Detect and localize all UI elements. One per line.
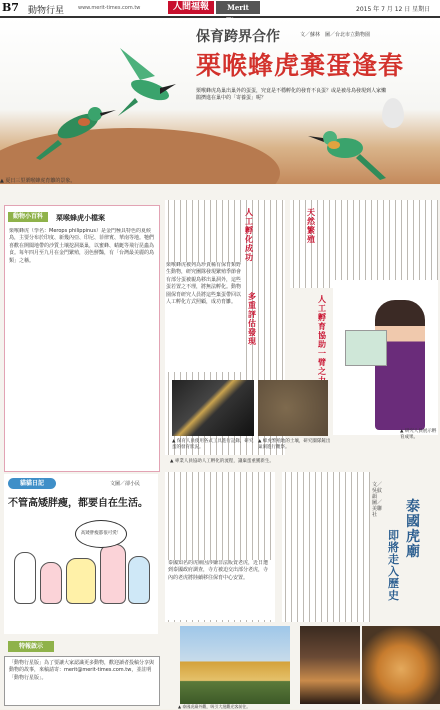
egg-illustration [382,98,404,128]
featured-title: 人工孵育協助一臂之 [318,295,326,376]
tiger-photo [362,626,440,704]
comic-author: 文圖／卻小民 [110,481,141,487]
tiger-byline: 文／吳紋韻 圖／美聯社 [372,482,383,518]
tiger-article-columns-right [282,472,370,622]
monk-photo [300,626,360,704]
tools-photo [172,380,254,436]
notice-box [4,656,160,706]
site-url: www.merit-times.com.tw [78,5,141,11]
temple-photo [180,626,290,704]
cat-1-icon [14,552,36,604]
article-byline: 文／蘇林 圖／台北市立動物園 [300,32,371,38]
notice-tag: 特報啟示 [8,641,54,652]
section-title: 動物行星 [28,6,65,16]
subheading-2: 多重評估發現 [248,292,256,346]
cat-5-icon [128,556,150,604]
ground-caption: ▲ 蜂虎繁殖地的土壤，研究團隊鏟出巢洞進行觀察。 [258,439,331,450]
cat-4-icon [100,544,126,604]
bird-right-icon [308,131,386,180]
article-headline: 栗喉蜂虎棄蛋逢春 [196,51,405,80]
sidebox-text: 栗喉蜂虎（學名：Merops philippinus）是金門極具特色的夏候鳥，主要分布於印度、新幾內亞、印尼、菲律賓、華南等地。牠們喜歡在開闊地帶的沙質土壤挖洞築巢，以蜜蜂、蜻蜓等飛行昆蟲為食。每年四月至九月在金門繁殖，羽色鮮豔，有「台灣最美麗的鳥類」之稱。 [9,228,155,264]
researcher-caption: ▲ 研究人員展示孵育成果。 [400,429,437,440]
issue-date: 2015 年 7 月 12 日 星期日 [356,6,431,13]
bird-left-icon [36,107,116,160]
staff-caption: ▲ 專業人員協助人工孵化的流程，讓棄蛋重獲新生。 [170,459,274,464]
tools-caption: ▲ 保育人員使用各式工具進行記錄，研究蛋的發育狀況。 [172,439,254,450]
hero-caption: ▲ 夏日三里栗喉蜂虎育雛的景象。 [0,178,76,184]
cat-3-icon [66,558,96,604]
article-lead: 栗喉蜂虎鳥巢出巢外的蛋蛋，究竟是不穩孵化的發育不良蛋？或是被母鳥發現到人家懶鵑擠進在巢中的「寄養蛋」呢？ [196,88,387,101]
tiger-headline: 泰國虎廟 [406,499,420,560]
comic-tag: 貓貓日記 [8,478,56,489]
subheading-1: 人工孵化成功 [245,208,253,262]
newspaper-logo-en: Merit [216,1,260,14]
sidebox-title: 栗喉蜂虎小檔案 [56,214,105,222]
speech-bubble: 高矮胖瘦都很可愛！ [75,520,127,548]
held-photo [345,330,387,366]
fact-sidebox [4,205,160,472]
temple-caption: ▲ 泰國虎廟外觀，吸引大批觀光客前往。 [178,704,251,709]
ground-photo [258,380,328,436]
article-body: 栗喉蜂虎被列為珍貴稀有保育類野生動物，研究團隊發現繁殖季節會有部分蛋被親鳥移出巢洞外，這些蛋若置之不理，將無法孵化。動物園保育研究人員將這些棄蛋帶回以人工孵化方式照顧，成功育雛。 [166,262,242,372]
subheading-3: 天然繁殖 [307,208,315,244]
newspaper-logo: 人間福報 [168,1,214,14]
sidebox-tag: 動物小百科 [8,212,48,222]
tiger-subheadline: 即將走入歷史 [388,529,399,602]
cat-2-icon [40,562,62,604]
tiger-article-body: 泰國知名的虎廟因涉嫌非法販賣老虎，近日遭到泰國政府調查，寺方被迫交出部分老虎，寺內的老虎將陸續移往保育中心安置。 [168,560,272,620]
page-number: B7 [2,1,19,14]
comic-title: 不管高矮胖瘦，都要自在生活。 [8,498,148,509]
article-kicker: 保育跨界合作 [196,29,280,45]
notice-text: 「動物行星版」為了要讓大家認識更多動物，歡迎讀者投稿分享與動物的故事，來稿請寄：merit@merit-times.com.tw，並註明「動物行星版」。 [9,660,155,681]
bird-flying-icon [118,48,176,116]
